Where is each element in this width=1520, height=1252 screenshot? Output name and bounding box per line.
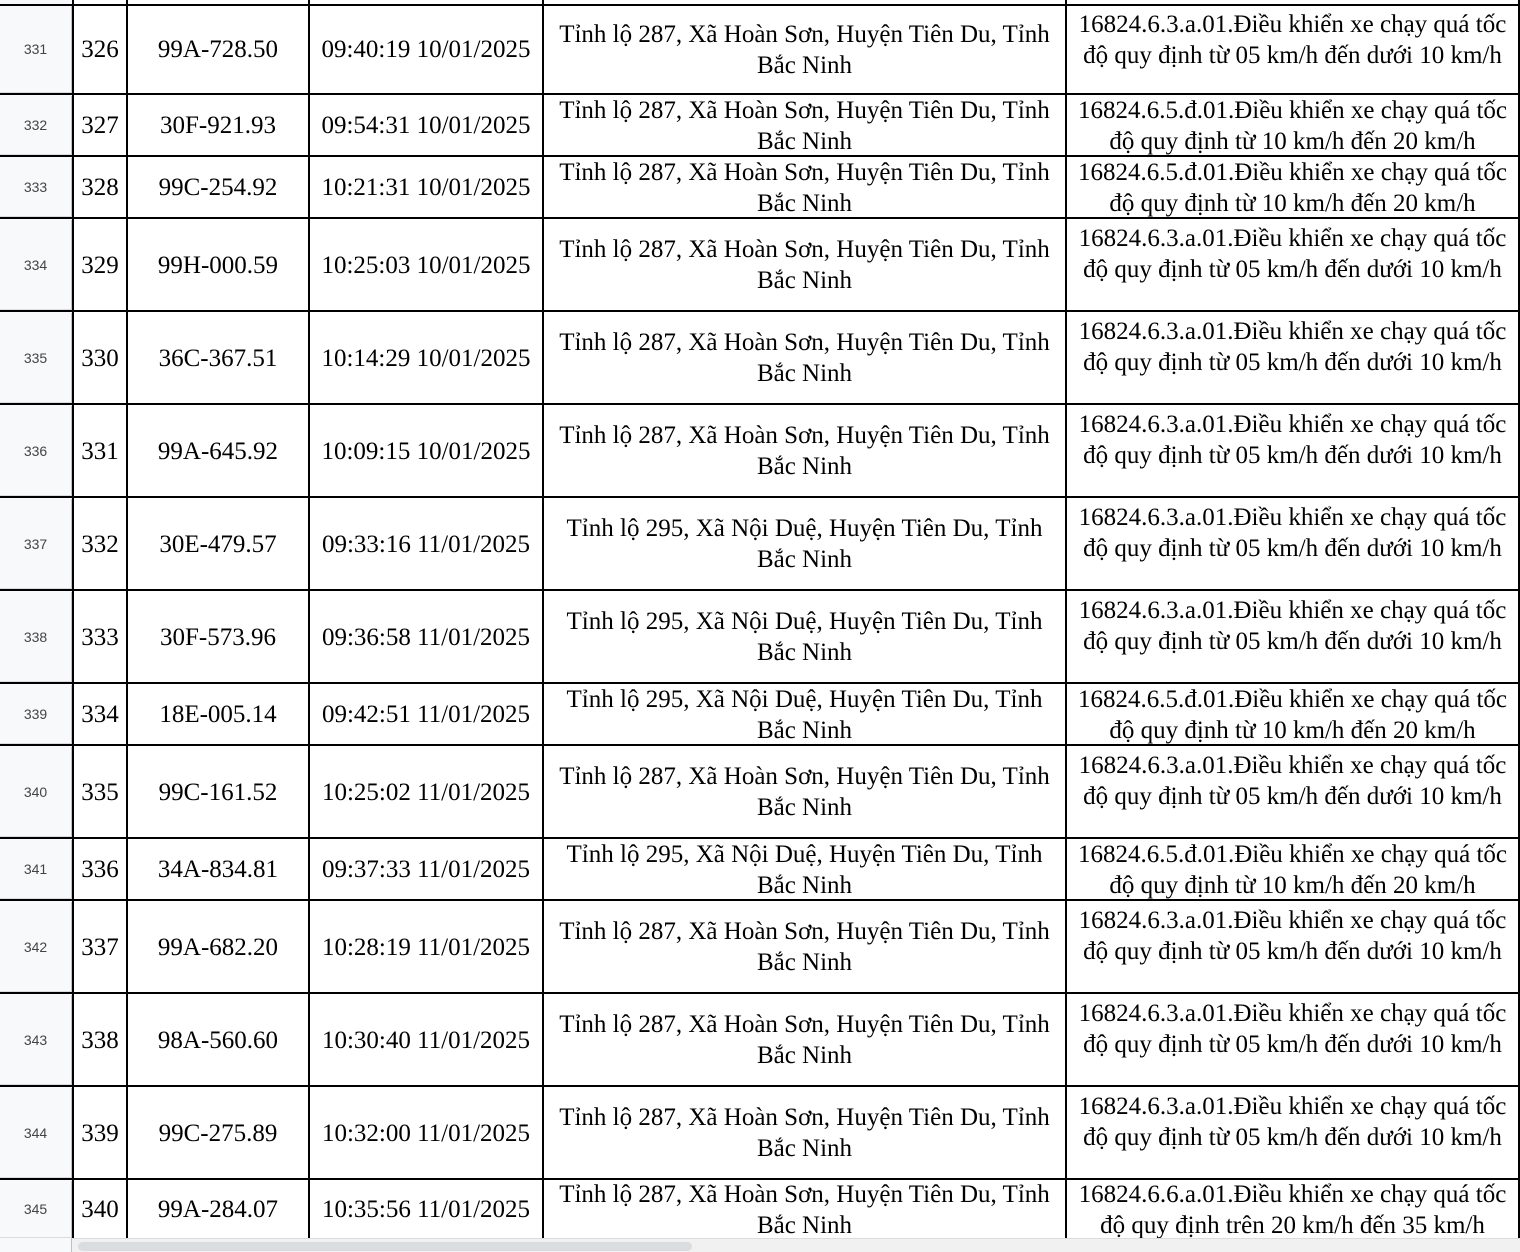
row-number[interactable] [0, 406, 72, 496]
cell-time-text: 09:42:51 11/01/2025 [321, 701, 531, 728]
cell-stt[interactable] [74, 995, 126, 1085]
cell-stt[interactable] [74, 499, 126, 589]
cell-plate-text: 99C-254.92 [158, 174, 278, 201]
cell-location-text: Tỉnh lộ 287, Xã Hoàn Sơn, Huyện Tiên Du, Tỉnh Bắc Ninh [559, 763, 1050, 821]
cell-location[interactable] [544, 840, 1065, 899]
cell-stt-text: 338 [81, 1026, 119, 1054]
table-row[interactable] [0, 158, 1520, 219]
cell-location-text: Tỉnh lộ 295, Xã Nội Duệ, Huyện Tiên Du, Tỉnh Bắc Ninh [566, 515, 1043, 573]
cell-time[interactable] [310, 1181, 542, 1238]
row-number[interactable] [0, 685, 72, 744]
cell-stt-text: 326 [81, 36, 119, 63]
cell-plate[interactable] [128, 995, 308, 1085]
cell-stt-text: 327 [81, 112, 119, 139]
row-number-text: 339 [23, 706, 48, 722]
row-number[interactable] [0, 1088, 72, 1178]
cell-time-text: 10:28:19 11/01/2025 [321, 933, 531, 961]
cell-time-text: 10:14:29 10/01/2025 [321, 344, 531, 372]
cell-location[interactable] [544, 1181, 1065, 1238]
cell-time-text: 09:54:31 10/01/2025 [321, 112, 531, 139]
cell-plate[interactable] [128, 840, 308, 899]
cell-plate-text: 99A-645.92 [157, 437, 279, 465]
cell-plate[interactable] [128, 158, 308, 217]
cell-violation-text: 16824.6.3.a.01.Điều khiển xe chạy quá tốc độ quy định từ 05 km/h đến dưới 10 km/h [1078, 907, 1507, 965]
cell-location[interactable] [544, 1088, 1065, 1178]
cell-plate-text: 99C-275.89 [158, 1119, 278, 1147]
cell-plate-text: 34A-834.81 [157, 856, 279, 883]
cell-plate[interactable] [128, 747, 308, 837]
cell-plate-text: 99A-728.50 [157, 36, 279, 63]
cell-stt-text: 330 [81, 344, 119, 372]
cell-violation-text: 16824.6.5.đ.01.Điều khiển xe chạy quá tốc độ quy định từ 10 km/h đến 20 km/h [1077, 158, 1508, 217]
row-number[interactable] [0, 313, 72, 403]
col-divider [126, 0, 128, 1238]
cell-time[interactable] [310, 747, 542, 837]
cell-stt-text: 329 [81, 251, 119, 279]
col-divider [542, 0, 544, 1238]
cell-time-text: 10:09:15 10/01/2025 [321, 437, 531, 465]
cell-stt[interactable] [74, 1181, 126, 1238]
cell-location[interactable] [544, 96, 1065, 155]
cell-stt[interactable] [74, 158, 126, 217]
cell-time[interactable] [310, 6, 542, 93]
row-number-text: 345 [23, 1201, 48, 1217]
cell-stt[interactable] [74, 406, 126, 496]
cell-time[interactable] [310, 592, 542, 682]
cell-stt[interactable] [74, 220, 126, 310]
cell-plate-text: 30F-573.96 [160, 623, 276, 651]
cell-plate-text: 36C-367.51 [158, 344, 278, 372]
cell-time[interactable] [310, 840, 542, 899]
cell-violation-text: 16824.6.3.a.01.Điều khiển xe chạy quá tốc độ quy định từ 05 km/h đến dưới 10 km/h [1078, 225, 1507, 283]
cell-stt-text: 335 [81, 778, 119, 806]
cell-location[interactable] [544, 6, 1065, 93]
cell-plate[interactable] [128, 685, 308, 744]
row-number[interactable] [0, 96, 72, 155]
cell-stt-text: 336 [81, 856, 119, 883]
table-row[interactable] [0, 747, 1520, 839]
cell-stt[interactable] [74, 592, 126, 682]
row-number[interactable] [0, 995, 72, 1085]
table-row[interactable] [0, 96, 1520, 157]
cell-time[interactable] [310, 1088, 542, 1178]
cell-violation[interactable] [1067, 995, 1518, 1085]
cell-stt-text: 339 [81, 1119, 119, 1147]
table-row[interactable] [0, 220, 1520, 312]
cell-time[interactable] [310, 158, 542, 217]
cell-violation-text: 16824.6.3.a.01.Điều khiển xe chạy quá tốc độ quy định từ 05 km/h đến dưới 10 km/h [1078, 752, 1507, 810]
cell-violation-text: 16824.6.3.a.01.Điều khiển xe chạy quá tốc độ quy định từ 05 km/h đến dưới 10 km/h [1078, 318, 1507, 376]
cell-time-text: 10:32:00 11/01/2025 [321, 1119, 531, 1147]
cell-location-text: Tỉnh lộ 287, Xã Hoàn Sơn, Huyện Tiên Du, Tỉnh Bắc Ninh [559, 1181, 1050, 1238]
cell-stt[interactable] [74, 6, 126, 93]
table-row[interactable] [0, 685, 1520, 746]
cell-violation-text: 16824.6.5.đ.01.Điều khiển xe chạy quá tốc độ quy định từ 10 km/h đến 20 km/h [1077, 685, 1508, 744]
cell-time[interactable] [310, 96, 542, 155]
cell-plate-text: 30F-921.93 [160, 112, 276, 139]
cell-location-text: Tỉnh lộ 295, Xã Nội Duệ, Huyện Tiên Du, Tỉnh Bắc Ninh [566, 685, 1043, 744]
cell-time[interactable] [310, 995, 542, 1085]
cell-stt[interactable] [74, 313, 126, 403]
cell-violation[interactable] [1067, 499, 1518, 589]
cell-plate[interactable] [128, 313, 308, 403]
cell-stt-text: 328 [81, 174, 119, 201]
cell-violation-text: 16824.6.5.đ.01.Điều khiển xe chạy quá tốc độ quy định từ 10 km/h đến 20 km/h [1077, 96, 1508, 155]
cell-violation[interactable] [1067, 1181, 1518, 1238]
cell-plate-text: 30E-479.57 [159, 530, 277, 558]
cell-violation[interactable] [1067, 592, 1518, 682]
row-number-text: 335 [23, 349, 48, 366]
table-row[interactable] [0, 592, 1520, 684]
cell-time-text: 10:21:31 10/01/2025 [321, 174, 531, 201]
col-divider [1065, 0, 1067, 1238]
scrollbar-thumb[interactable] [78, 1242, 692, 1251]
cell-stt-text: 333 [81, 623, 119, 651]
table-row[interactable] [0, 499, 1520, 591]
cell-time[interactable] [310, 499, 542, 589]
table-row[interactable] [0, 313, 1520, 405]
cell-location[interactable] [544, 685, 1065, 744]
cell-violation[interactable] [1067, 685, 1518, 744]
row-number[interactable] [0, 6, 72, 93]
row-number[interactable] [0, 220, 72, 310]
cell-time-text: 10:25:03 10/01/2025 [321, 251, 531, 279]
cell-violation-text: 16824.6.3.a.01.Điều khiển xe chạy quá tốc độ quy định từ 05 km/h đến dưới 10 km/h [1078, 1093, 1507, 1151]
cell-plate-text: 99A-284.07 [157, 1196, 279, 1223]
cell-violation[interactable] [1067, 313, 1518, 403]
row-number[interactable] [0, 592, 72, 682]
cell-violation[interactable] [1067, 840, 1518, 899]
table-row[interactable] [0, 1181, 1520, 1238]
cell-location-text: Tỉnh lộ 287, Xã Hoàn Sơn, Huyện Tiên Du, Tỉnh Bắc Ninh [559, 96, 1050, 155]
cell-stt[interactable] [74, 685, 126, 744]
row-number[interactable] [0, 902, 72, 992]
cell-violation-text: 16824.6.6.a.01.Điều khiển xe chạy quá tốc độ quy định trên 20 km/h đến 35 km/h [1078, 1181, 1507, 1238]
row-number-text: 333 [23, 179, 48, 195]
cell-violation-text: 16824.6.3.a.01.Điều khiển xe chạy quá tốc độ quy định từ 05 km/h đến dưới 10 km/h [1078, 597, 1507, 655]
cell-plate[interactable] [128, 499, 308, 589]
table-row[interactable] [0, 1088, 1520, 1180]
cell-location[interactable] [544, 158, 1065, 217]
table-row[interactable] [0, 6, 1520, 95]
cell-location-text: Tỉnh lộ 287, Xã Hoàn Sơn, Huyện Tiên Du, Tỉnh Bắc Ninh [559, 1011, 1050, 1069]
cell-violation-text: 16824.6.3.a.01.Điều khiển xe chạy quá tốc độ quy định từ 05 km/h đến dưới 10 km/h [1078, 504, 1507, 562]
corner-cell [0, 1238, 72, 1252]
cell-stt-text: 331 [81, 437, 119, 465]
cell-plate[interactable] [128, 1088, 308, 1178]
cell-plate-text: 99C-161.52 [158, 778, 278, 806]
table-row[interactable] [0, 995, 1520, 1087]
cell-violation[interactable] [1067, 158, 1518, 217]
cell-violation[interactable] [1067, 6, 1518, 93]
cell-time-text: 10:30:40 11/01/2025 [321, 1026, 531, 1054]
cell-violation[interactable] [1067, 902, 1518, 992]
row-number[interactable] [0, 747, 72, 837]
cell-plate[interactable] [128, 406, 308, 496]
cell-time-text: 09:37:33 11/01/2025 [321, 856, 531, 883]
row-number[interactable] [0, 840, 72, 899]
cell-stt[interactable] [74, 902, 126, 992]
row-number-text: 341 [23, 861, 48, 877]
cell-time[interactable] [310, 902, 542, 992]
row-number-text: 331 [23, 41, 48, 57]
row-number-text: 344 [23, 1124, 48, 1141]
cell-stt-text: 334 [81, 701, 119, 728]
cell-violation-text: 16824.6.3.a.01.Điều khiển xe chạy quá tốc độ quy định từ 05 km/h đến dưới 10 km/h [1078, 1000, 1507, 1058]
row-number[interactable] [0, 158, 72, 217]
cell-violation-text: 16824.6.3.a.01.Điều khiển xe chạy quá tốc độ quy định từ 05 km/h đến dưới 10 km/h [1078, 411, 1507, 469]
cell-location[interactable] [544, 995, 1065, 1085]
row-number-text: 340 [23, 783, 48, 800]
table-row[interactable] [0, 406, 1520, 498]
cell-violation-text: 16824.6.3.a.01.Điều khiển xe chạy quá tốc độ quy định từ 05 km/h đến dưới 10 km/h [1078, 11, 1507, 69]
cell-plate[interactable] [128, 592, 308, 682]
cell-stt-text: 332 [81, 530, 119, 558]
cell-plate[interactable] [128, 902, 308, 992]
cell-plate-text: 99H-000.59 [157, 251, 279, 279]
cell-plate[interactable] [128, 6, 308, 93]
cell-location-text: Tỉnh lộ 295, Xã Nội Duệ, Huyện Tiên Du, Tỉnh Bắc Ninh [566, 608, 1043, 666]
cell-time[interactable] [310, 220, 542, 310]
cell-plate[interactable] [128, 1181, 308, 1238]
cell-stt-text: 337 [81, 933, 119, 961]
cell-stt[interactable] [74, 96, 126, 155]
cell-location-text: Tỉnh lộ 287, Xã Hoàn Sơn, Huyện Tiên Du, Tỉnh Bắc Ninh [559, 20, 1050, 79]
cell-location[interactable] [544, 406, 1065, 496]
cell-time-text: 09:40:19 10/01/2025 [321, 36, 531, 63]
cell-plate-text: 99A-682.20 [157, 933, 279, 961]
cell-stt-text: 340 [81, 1196, 119, 1223]
cell-time-text: 10:25:02 11/01/2025 [321, 778, 531, 806]
row-number[interactable] [0, 1181, 72, 1238]
cell-stt[interactable] [74, 1088, 126, 1178]
row-number-text: 336 [23, 442, 48, 459]
cell-plate-text: 98A-560.60 [157, 1026, 279, 1054]
row-number-text: 337 [23, 535, 48, 552]
cell-plate[interactable] [128, 220, 308, 310]
cell-location[interactable] [544, 499, 1065, 589]
cell-violation-text: 16824.6.5.đ.01.Điều khiển xe chạy quá tốc độ quy định từ 10 km/h đến 20 km/h [1077, 840, 1508, 899]
cell-location-text: Tỉnh lộ 287, Xã Hoàn Sơn, Huyện Tiên Du, Tỉnh Bắc Ninh [559, 1104, 1050, 1162]
cell-violation[interactable] [1067, 1088, 1518, 1178]
cell-plate[interactable] [128, 96, 308, 155]
cell-time-text: 09:33:16 11/01/2025 [321, 530, 531, 558]
cell-violation[interactable] [1067, 406, 1518, 496]
cell-location-text: Tỉnh lộ 287, Xã Hoàn Sơn, Huyện Tiên Du, Tỉnh Bắc Ninh [559, 236, 1050, 294]
cell-time-text: 09:36:58 11/01/2025 [321, 623, 531, 651]
cell-location[interactable] [544, 902, 1065, 992]
cell-stt[interactable] [74, 747, 126, 837]
cell-time[interactable] [310, 685, 542, 744]
cell-location-text: Tỉnh lộ 295, Xã Nội Duệ, Huyện Tiên Du, Tỉnh Bắc Ninh [566, 840, 1043, 899]
row-number-text: 342 [23, 938, 48, 955]
row-number[interactable] [0, 499, 72, 589]
cell-violation[interactable] [1067, 96, 1518, 155]
cell-location-text: Tỉnh lộ 287, Xã Hoàn Sơn, Huyện Tiên Du, Tỉnh Bắc Ninh [559, 422, 1050, 480]
col-divider [72, 0, 74, 1238]
cell-location-text: Tỉnh lộ 287, Xã Hoàn Sơn, Huyện Tiên Du, Tỉnh Bắc Ninh [559, 158, 1050, 217]
cell-time-text: 10:35:56 11/01/2025 [321, 1196, 531, 1223]
table-row[interactable] [0, 840, 1520, 901]
cell-location[interactable] [544, 747, 1065, 837]
cell-time[interactable] [310, 406, 542, 496]
cell-plate-text: 18E-005.14 [159, 701, 277, 728]
cell-violation[interactable] [1067, 220, 1518, 310]
table-row[interactable] [0, 902, 1520, 994]
cell-location[interactable] [544, 220, 1065, 310]
cell-location-text: Tỉnh lộ 287, Xã Hoàn Sơn, Huyện Tiên Du, Tỉnh Bắc Ninh [559, 329, 1050, 387]
cell-location[interactable] [544, 592, 1065, 682]
cell-location-text: Tỉnh lộ 287, Xã Hoàn Sơn, Huyện Tiên Du, Tỉnh Bắc Ninh [559, 918, 1050, 976]
col-divider [308, 0, 310, 1238]
cell-stt[interactable] [74, 840, 126, 899]
row-number-text: 338 [23, 628, 48, 645]
row-number-text: 343 [23, 1031, 48, 1048]
cell-time[interactable] [310, 313, 542, 403]
cell-location[interactable] [544, 313, 1065, 403]
row-number-text: 334 [23, 256, 48, 273]
cell-violation[interactable] [1067, 747, 1518, 837]
row-number-text: 332 [23, 117, 48, 133]
